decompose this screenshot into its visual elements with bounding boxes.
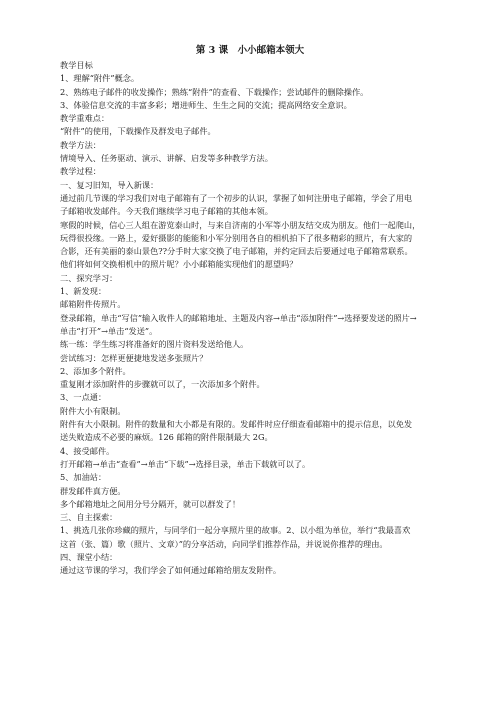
- text-line: 四、课堂小结：: [60, 551, 118, 562]
- text-line: 教学重难点：: [60, 113, 110, 124]
- text-line: 1、挑选几张你珍藏的照片，与同学们一起分享照片里的故事。2、以小组为单位，举行“我最喜欢: [60, 525, 411, 536]
- text-line: 群发邮件真方便。: [60, 485, 126, 496]
- text-line: 教学方法：: [60, 139, 101, 150]
- text-line: 通过这节课的学习，我们学会了如何通过邮箱给朋友发附件。: [60, 565, 282, 576]
- text-line: 1、理解“附件”概念。: [60, 73, 140, 84]
- text-line: 邮箱附件传照片。: [60, 299, 126, 310]
- text-line: 玩得很投缘。一路上，爱好摄影的能能和小军分别用各自的相机拍下了很多精彩的照片，有大家的: [60, 232, 413, 243]
- document-body: [60, 59, 450, 578]
- text-line: 一、复习旧知，导入新课：: [60, 179, 159, 190]
- lesson-title: 第 3 课 小小邮箱本领大: [195, 45, 305, 56]
- text-line: 送失败造成不必要的麻烦。126 邮箱的附件限制最大 2G。: [60, 432, 273, 443]
- text-line: 教学目标: [60, 60, 93, 70]
- text-line: 2、熟练电子邮件的收发操作；熟练“附件”的查看、下载操作；尝试邮件的删除操作。: [60, 86, 369, 97]
- text-line: 通过前几节课的学习我们对电子邮箱有了一个初步的认识，掌握了如何注册电子邮箱，学会了用电: [60, 192, 413, 203]
- text-line: 附件有大小限制。附件的数量和大小都是有限的。发邮件时应仔细查看邮箱中的提示信息，以免发: [60, 419, 413, 430]
- text-line: 2、添加多个附件。: [60, 365, 131, 376]
- text-line: 三、自主探索：: [60, 512, 118, 523]
- text-line: 合影，还有美丽的泰山景色??分手时大家交换了电子邮箱，并约定回去后要通过电子邮箱常联系。: [60, 246, 413, 257]
- text-line: 登录邮箱，单击“写信”输入收件人的邮箱地址、主题及内容→单击“添加附件”→选择要发送的照片→: [60, 312, 417, 323]
- text-line: 1、新发现：: [60, 286, 107, 297]
- text-line: 情境导入、任务驱动、演示、讲解、启发等多种教学方法。: [60, 153, 273, 164]
- text-line: 练一练：学生练习将准备好的图片资料发送给他人。: [60, 339, 249, 350]
- text-line: 多个邮箱地址之间用分号分隔开，就可以群发了！: [60, 498, 241, 509]
- text-line: 打开邮箱→单击“查看”→单击“下载”→选择目录，单击下载就可以了。: [60, 458, 311, 469]
- text-line: “附件”的使用，下载操作及群发电子邮件。: [60, 126, 216, 137]
- text-line: 尝试练习：怎样更便捷地发送多张照片？: [60, 352, 208, 363]
- text-line: 重复刚才添加附件的步骤就可以了，一次添加多个附件。: [60, 379, 265, 390]
- text-line: 这首（张、篇）歌（照片、文章）”的分享活动，向同学们推荐作品，并说说你推荐的理由。: [60, 538, 388, 549]
- text-line: 3、体验信息交流的丰富多彩；增进师生、生生之间的交流；提高网络安全意识。: [60, 99, 352, 110]
- text-line: 子邮箱收发邮件。今天我们继续学习电子邮箱的其他本领。: [60, 206, 273, 217]
- text-line: 单击“打开”→单击“发送”。: [60, 325, 158, 336]
- text-line: 教学过程：: [60, 166, 101, 177]
- text-line: 附件大小有限制。: [60, 405, 126, 416]
- text-line: 3、一点通：: [60, 392, 107, 403]
- text-line: 他们将如何交换相机中的照片呢？小小邮箱能实现他们的愿望吗？: [60, 259, 298, 270]
- text-line: 寒假的时候，信心三人组在游览泰山时，与来自济南的小军等小朋友结交成为朋友。他们一起爬山，: [60, 219, 421, 230]
- text-line: 二、探究学习：: [60, 272, 118, 283]
- text-line: 5、加油站：: [60, 472, 107, 483]
- text-line: 4、接受邮件。: [60, 445, 115, 456]
